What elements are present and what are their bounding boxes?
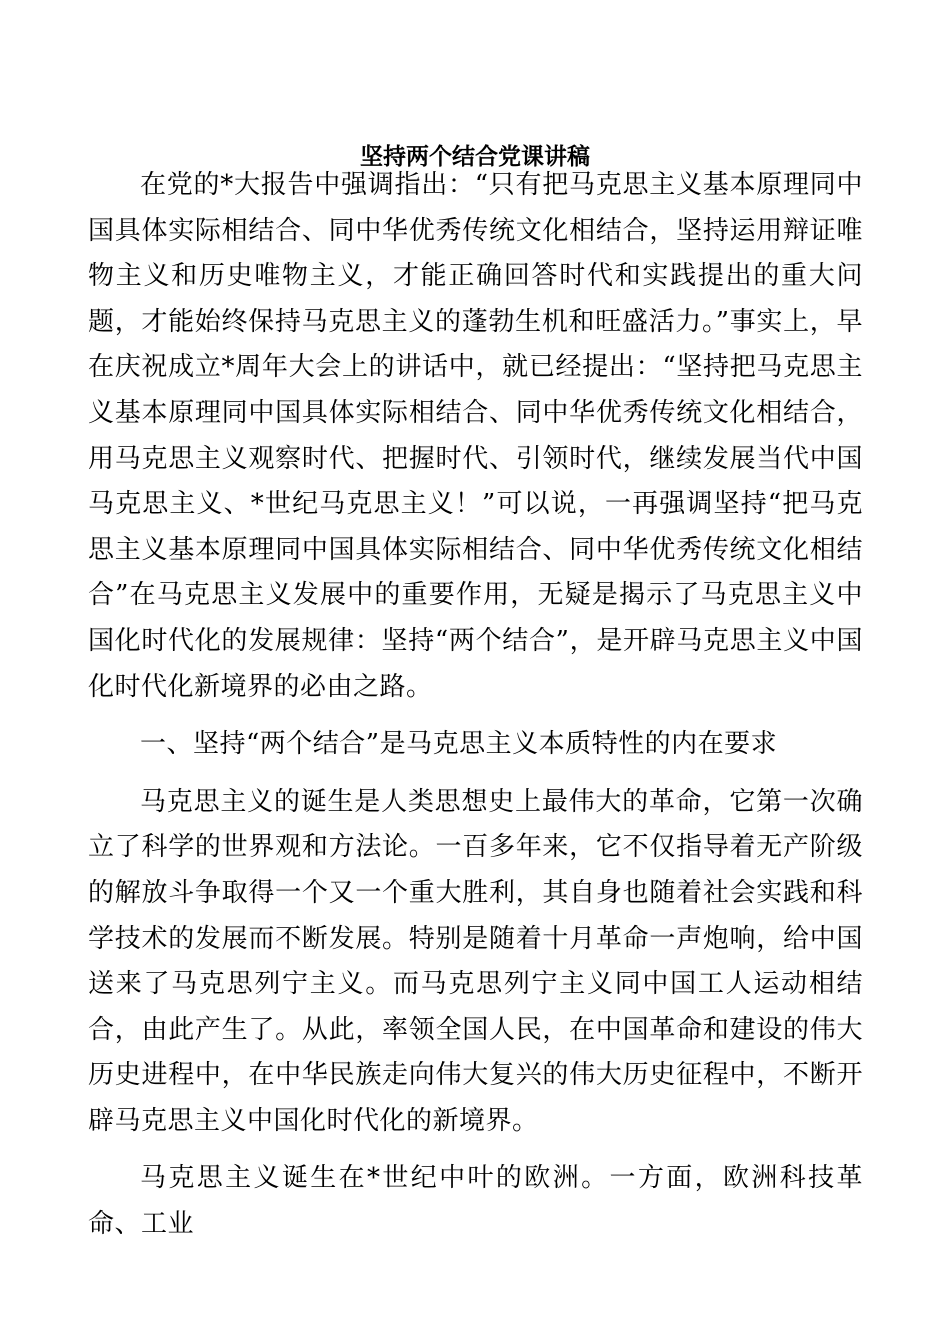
paragraph-marxism-europe: 马克思主义诞生在*世纪中叶的欧洲。一方面，欧洲科技革命、工业 bbox=[88, 1163, 863, 1240]
document-title: 坚持两个结合党课讲稿 bbox=[360, 143, 590, 170]
paragraph-intro: 在党的*大报告中强调指出：“只有把马克思主义基本原理同中国具体实际相结合、同中华优秀传统文化相结合，坚持运用辩证唯物主义和历史唯物主义，才能正确回答时代和实践提出的重大问题，才能始终保持马克思主义的蓬勃生机和旺盛活力。”事实上，早在庆祝成立*周年大会上的讲话中，就已经提出：“坚持把马克思主义基本原理同中国具体实际相结合、同中华优秀传统文化相结合，用马克思主义观察时代、把握时代、引领时代，继续发展当代中国马克思主义、*世纪马克思主义！”可以说，一再强调坚持“把马克思主义基本原理同中国具体实际相结合、同中华优秀传统文化相结合”在马克思主义发展中的重要作用，无疑是揭示了马克思主义中国化时代化的发展规律：坚持“两个结合”，是开辟马克思主义中国化时代化新境界的必由之路。 bbox=[88, 170, 863, 702]
section-heading-1: 一、坚持“两个结合”是马克思主义本质特性的内在要求 bbox=[140, 729, 778, 760]
paragraph-marxism-birth: 马克思主义的诞生是人类思想史上最伟大的革命，它第一次确立了科学的世界观和方法论。一百多年来，它不仅指导着无产阶级的解放斗争取得一个又一个重大胜利，其自身也随着社会实践和科学技术的发展而不断发展。特别是随着十月革命一声炮响，给中国送来了马克思列宁主义。而马克思列宁主义同中国工人运动相结合，由此产生了。从此，率领全国人民，在中国革命和建设的伟大历史进程中，在中华民族走向伟大复兴的伟大历史征程中，不断开辟马克思主义中国化时代化的新境界。 bbox=[88, 786, 863, 1136]
document-body bbox=[88, 163, 863, 1248]
